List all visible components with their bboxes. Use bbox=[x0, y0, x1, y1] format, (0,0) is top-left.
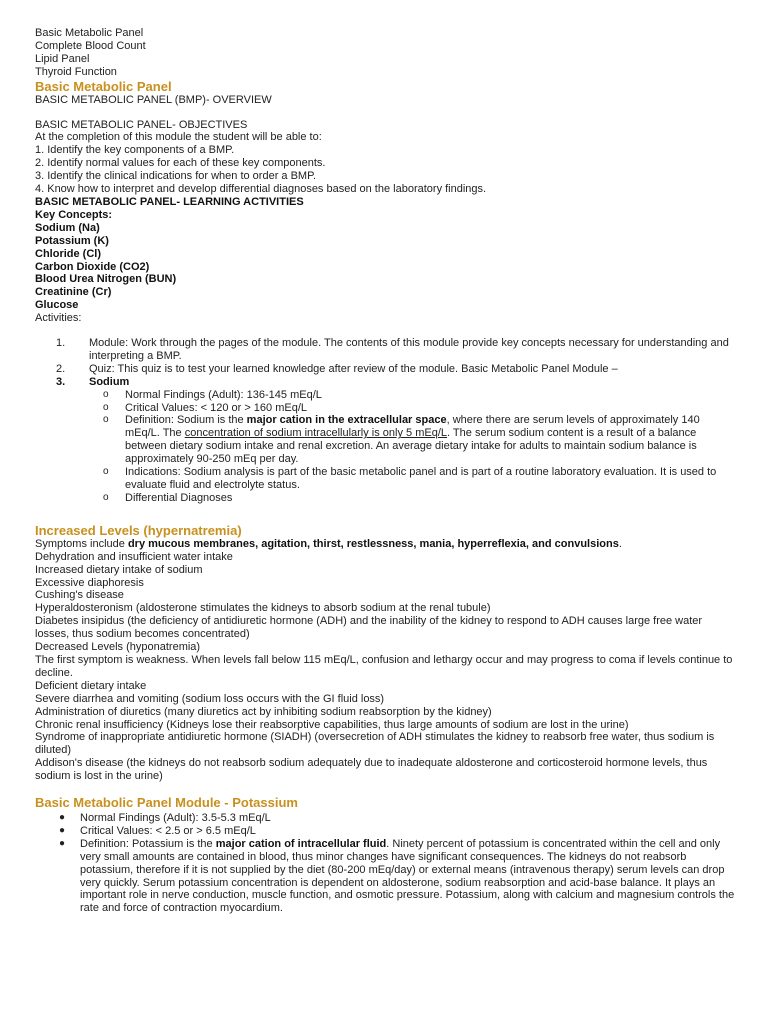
decreased-item: Severe diarrhea and vomiting (sodium loss occurs with the GI fluid loss) bbox=[35, 692, 385, 705]
symptoms-line bbox=[35, 538, 735, 551]
definition-emphasis: major cation of intracellular fluid bbox=[215, 837, 387, 850]
list-number: 2. bbox=[56, 362, 66, 375]
activity-item bbox=[35, 337, 735, 363]
potassium-normal-item bbox=[35, 812, 735, 825]
activity-text: Quiz: This quiz is to test your learned knowledge after review of the module. Basic Metabolic Panel Module – bbox=[89, 362, 618, 375]
objective-item: 4. Know how to interpret and develop differential diagnoses based on the laboratory findings. bbox=[35, 183, 487, 196]
decreased-item: Syndrome of inappropriate antidiuretic hormone (SIADH) (oversecretion of ADH stimulates the kidney to reabsorb free water, thus sodium is diluted) bbox=[35, 731, 715, 757]
potassium-list bbox=[35, 812, 735, 915]
bullet-icon: o bbox=[103, 491, 109, 503]
objective-item: 2. Identify normal values for each of these key components. bbox=[35, 157, 326, 170]
definition-underline: concentration of sodium intracellularly is only 5 mEq/L bbox=[184, 427, 448, 440]
bullet-icon: o bbox=[103, 466, 109, 478]
list-number: 1. bbox=[56, 337, 66, 350]
objectives-title: BASIC METABOLIC PANEL- OBJECTIVES bbox=[35, 118, 248, 131]
potassium-critical-text: Critical Values: < 2.5 or > 6.5 mEq/L bbox=[80, 824, 256, 837]
increased-item: Cushing's disease bbox=[35, 589, 124, 602]
activities-list bbox=[35, 337, 735, 505]
increased-item: Increased dietary intake of sodium bbox=[35, 563, 203, 576]
increased-item: Dehydration and insufficient water intake bbox=[35, 550, 233, 563]
objectives-intro: At the completion of this module the student will be able to: bbox=[35, 131, 322, 144]
section-heading-bmp: Basic Metabolic Panel bbox=[35, 78, 172, 94]
potassium-normal-text: Normal Findings (Adult): 3.5-5.3 mEq/L bbox=[80, 812, 271, 825]
bullet-icon: ● bbox=[59, 824, 66, 836]
increased-item: Hyperaldosteronism (aldosterone stimulates the kidneys to absorb sodium at the renal tubule) bbox=[35, 602, 491, 615]
definition-emphasis: major cation in the extracellular space bbox=[246, 414, 447, 427]
indications-text: Indications: Sodium analysis is part of the basic metabolic panel and is part of a routine laboratory evaluation. It is used to evaluate fluid and electrolyte status. bbox=[125, 466, 717, 491]
activity-item bbox=[35, 376, 735, 505]
objective-item: 1. Identify the key components of a BMP. bbox=[35, 144, 235, 157]
key-concept-item: Chloride (Cl) bbox=[35, 247, 101, 260]
key-concept-item: Sodium (Na) bbox=[35, 221, 100, 234]
activities-label: Activities: bbox=[35, 312, 82, 325]
key-concept-item: Creatinine (Cr) bbox=[35, 286, 112, 299]
document-body bbox=[35, 27, 735, 915]
activity-text: Module: Work through the pages of the module. The contents of this module provide key concepts necessary for understanding and interpreting a BMP. bbox=[89, 337, 729, 362]
sodium-critical-text: Critical Values: < 120 or > 160 mEq/L bbox=[125, 401, 308, 414]
toc-item[interactable]: Basic Metabolic Panel bbox=[35, 27, 144, 39]
symptoms-text: . bbox=[618, 537, 622, 550]
toc-item[interactable]: Lipid Panel bbox=[35, 52, 90, 65]
key-concept-item: Potassium (K) bbox=[35, 234, 109, 247]
activity-text: Sodium bbox=[89, 375, 130, 388]
sodium-indications-item bbox=[35, 466, 735, 492]
definition-text: . The serum sodium content is a result of a balance between dietary sodium intake and renal excretion. An average dietary intake for adults to maintain sodium balance is approximately 90-250 mEq per day. bbox=[125, 427, 697, 466]
bullet-icon: o bbox=[103, 414, 109, 426]
definition-text: Definition: Sodium is the bbox=[125, 414, 247, 427]
key-concept-item: Carbon Dioxide (CO2) bbox=[35, 260, 150, 273]
decreased-item: Chronic renal insufficiency (Kidneys lose their reabsorptive capabilities, thus large amounts of sodium are lost in the urine) bbox=[35, 718, 629, 731]
decreased-item: Administration of diuretics (many diuretics act by inhibiting sodium reabsorption by the kidney) bbox=[35, 705, 492, 718]
bullet-icon: o bbox=[103, 401, 109, 413]
differential-text: Differential Diagnoses bbox=[125, 491, 233, 504]
activity-item bbox=[35, 363, 735, 376]
list-number: 3. bbox=[56, 375, 66, 388]
key-concepts-title: Key Concepts: bbox=[35, 208, 113, 221]
definition-text: , where there are serum levels of approximately 140 mEq/L. The bbox=[125, 414, 700, 440]
definition-text: . Ninety percent of potassium is concentrated within the cell and only very small amounts are contained in blood, thus minor changes have significant consequences. The kidneys do not reabsorb potassium, therefore if it is not supplied by the diet (80-200 mEq/day) or external means (intravenous therapy) serum levels can drop very quickly. Serum potassium concentration is dependent on aldosterone, sodium reabsorption and acid-base balance. It plays an important role in nerve conduction, muscle function, and osmotic pressure. Potassium, along with calcium and magnesium controls the rate and force of contraction myocardium. bbox=[80, 837, 735, 915]
symptoms-emphasis: dry mucous membranes, agitation, thirst, restlessness, mania, hyperreflexia, and convulsions bbox=[127, 537, 619, 550]
bullet-icon: o bbox=[103, 388, 109, 400]
increased-item: Excessive diaphoresis bbox=[35, 576, 144, 589]
key-concept-item: Blood Urea Nitrogen (BUN) bbox=[35, 273, 177, 286]
increased-item: Diabetes insipidus (the deficiency of antidiuretic hormone (ADH) and the inability of the kidney to respond to ADH causes large free water losses, thus sodium becomes concentrated) bbox=[35, 615, 703, 641]
decreased-item: Addison's disease (the kidneys do not reabsorb sodium adequately due to inadequate aldosterone and corticosteroid hormone levels, thus sodium is lost in the urine) bbox=[35, 757, 708, 783]
symptoms-text: Symptoms include bbox=[35, 537, 128, 550]
sodium-normal-text: Normal Findings (Adult): 136-145 mEq/L bbox=[125, 388, 322, 401]
section-heading-potassium: Basic Metabolic Panel Module - Potassium bbox=[35, 795, 298, 811]
toc-item[interactable]: Complete Blood Count bbox=[35, 39, 146, 52]
potassium-definition-item bbox=[35, 838, 735, 915]
definition-text: Definition: Potassium is the bbox=[80, 837, 216, 850]
sodium-critical-item bbox=[35, 402, 735, 415]
sodium-normal-item bbox=[35, 389, 735, 402]
decreased-item: Deficient dietary intake bbox=[35, 679, 147, 692]
bullet-icon: ● bbox=[59, 812, 66, 824]
decreased-heading: Decreased Levels (hyponatremia) bbox=[35, 641, 201, 654]
toc-item[interactable]: Thyroid Function bbox=[35, 65, 117, 78]
sodium-sublist bbox=[35, 389, 735, 505]
key-concept-item: Glucose bbox=[35, 299, 79, 312]
bullet-icon: ● bbox=[59, 837, 66, 849]
section-heading-increased: Increased Levels (hypernatremia) bbox=[35, 522, 242, 538]
objective-item: 3. Identify the clinical indications for when to order a BMP. bbox=[35, 170, 317, 183]
overview-title: BASIC METABOLIC PANEL (BMP)- OVERVIEW bbox=[35, 93, 272, 106]
sodium-definition-item bbox=[35, 414, 735, 466]
sodium-differential-item bbox=[35, 492, 735, 505]
decreased-intro: The first symptom is weakness. When levels fall below 115 mEq/L, confusion and lethargy occur and may progress to coma if levels continue to decline. bbox=[35, 653, 733, 679]
learning-activities-title: BASIC METABOLIC PANEL- LEARNING ACTIVITIES bbox=[35, 195, 304, 208]
potassium-critical-item bbox=[35, 825, 735, 838]
